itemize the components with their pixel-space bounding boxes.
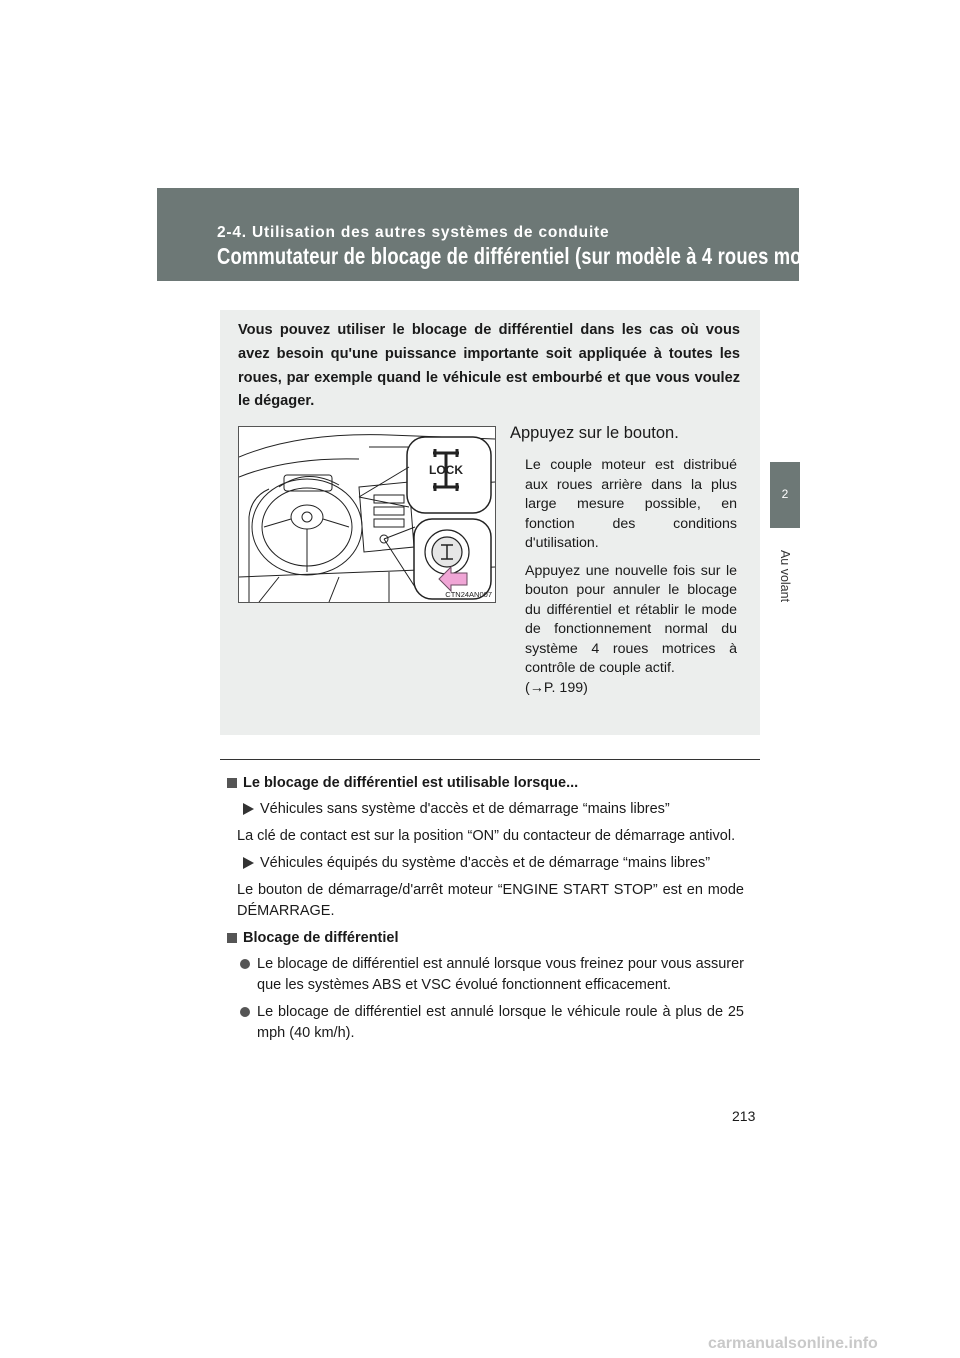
step-paragraph-2: Appuyez une nouvelle fois sur le bouton pour annuler le blocage du différentiel et rétablir le mode de fonctionnement normal du système 4 roues motrices à contrôle de couple actif. [525,562,737,676]
triangle-arrow-icon [243,857,254,869]
condition-text: Véhicules équipés du système d'accès et de démarrage “mains libres” [260,855,711,871]
chapter-tab-label-box [773,541,797,611]
square-bullet-icon [227,778,237,788]
bullet-text: Le blocage de différentiel est annulé lorsque vous freinez pour vous assurer que les systèmes ABS et VSC évolué fonctionnent efficacement. [257,956,744,993]
page-reference-link[interactable]: (→P. 199) [525,679,588,696]
step-paragraph-1: Le couple moteur est distribué aux roues arrière dans la plus large mesure possible, en fonction des conditions d'utilisation. [525,457,737,551]
condition-item [243,853,744,874]
condition-item [243,799,744,820]
dashboard-drawing [239,427,495,602]
step-body [525,456,737,698]
square-bullet-icon [227,933,237,943]
note-heading [224,773,744,794]
chapter-tab-label: Au volant [778,549,792,603]
divider [220,759,760,760]
lock-text: LOCK [429,463,463,477]
watermark: carmanualsonline.info [708,1335,878,1352]
lock-callout [359,437,491,513]
step-title: Appuyez sur le bouton. [510,424,679,442]
intro-box [220,310,760,735]
button-callout [384,519,491,599]
circle-bullet-icon [240,1007,250,1017]
bullet-item [240,1002,744,1044]
intro-text: Vous pouvez utiliser le blocage de différentiel dans les cas où vous avez besoin qu'une puissance importante soit appliquée à toutes les roues, par exemple quand le véhicule est embourbé et que vous voulez le dégager. [238,322,740,410]
page-number: 213 [732,1108,756,1124]
condition-text: Véhicules sans système d'accès et de démarrage “mains libres” [260,801,670,817]
page-title: Commutateur de blocage de différentiel (sur modèle à 4 roues motrices) [217,243,859,269]
dashboard-illustration [238,426,496,603]
chapter-header [157,188,859,281]
bullet-text: Le blocage de différentiel est annulé lorsque le véhicule roule à plus de 25 mph (40 km/h). [257,1004,744,1041]
notes-section [224,773,744,1050]
figure-code: CTN24AN007 [445,590,492,599]
chapter-tab-number: 2 [781,487,789,501]
chapter-tab[interactable] [770,462,800,528]
bullet-item [240,954,744,996]
condition-description: Le bouton de démarrage/d'arrêt moteur “ENGINE START STOP” est en mode DÉMARRAGE. [237,882,744,919]
note-heading-text: Blocage de différentiel [243,930,399,946]
circle-bullet-icon [240,959,250,969]
triangle-arrow-icon [243,803,254,815]
condition-description: La clé de contact est sur la position “ON” du contacteur de démarrage antivol. [237,828,736,844]
note-heading [224,928,744,949]
note-heading-text: Le blocage de différentiel est utilisable lorsque... [243,775,579,791]
section-title: 2-4. Utilisation des autres systèmes de conduite [217,224,610,241]
